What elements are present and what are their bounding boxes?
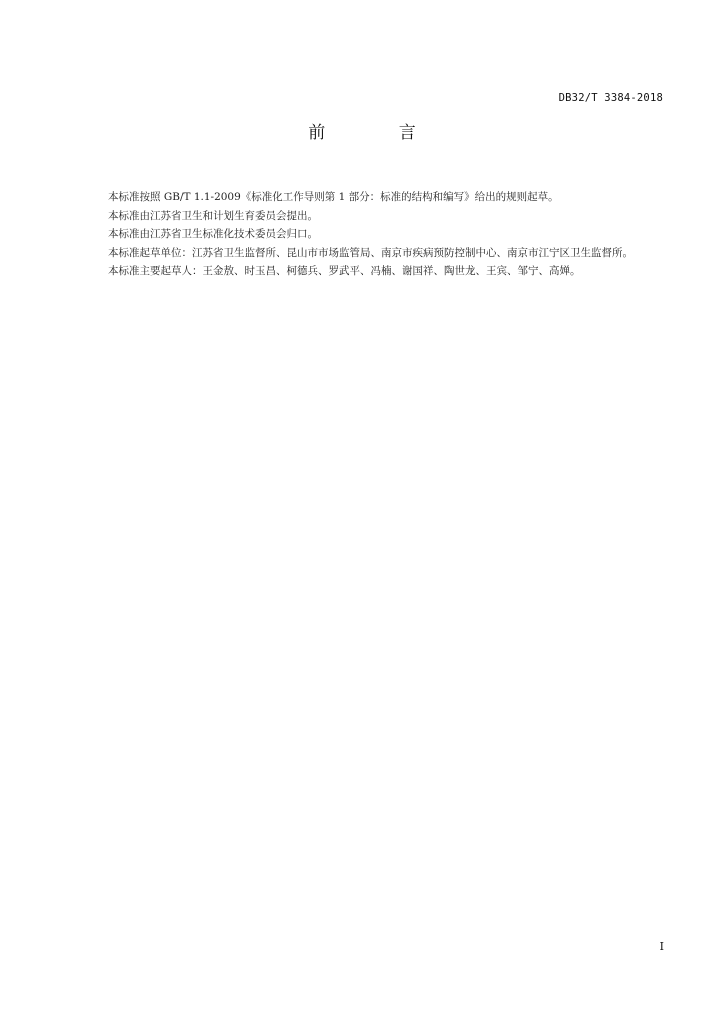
standard-number: DB32/T 3384-2018 — [558, 92, 663, 104]
paragraph-drafting-units: 本标准起草单位：江苏省卫生监督所、昆山市市场监管局、南京市疾病预防控制中心、南京市江宁区卫生监督所。 — [108, 246, 633, 259]
page-title: 前 言 — [308, 123, 450, 143]
paragraph-drafting-rules: 本标准按照 GB/T 1.1-2009《标准化工作导则第 1 部分：标准的结构和编写》给出的规则起草。 — [108, 191, 559, 203]
foreword-body — [87, 188, 665, 281]
paragraph-main-drafters: 本标准主要起草人：王金敖、时玉昌、柯德兵、罗武平、冯楠、谢国祥、陶世龙、王宾、邹宁、高婵。 — [108, 265, 581, 278]
paragraph-proposed-by: 本标准由江苏省卫生和计划生育委员会提出。 — [108, 209, 318, 222]
page-number: I — [659, 940, 664, 953]
paragraph-centralized-by: 本标准由江苏省卫生标准化技术委员会归口。 — [108, 228, 318, 241]
